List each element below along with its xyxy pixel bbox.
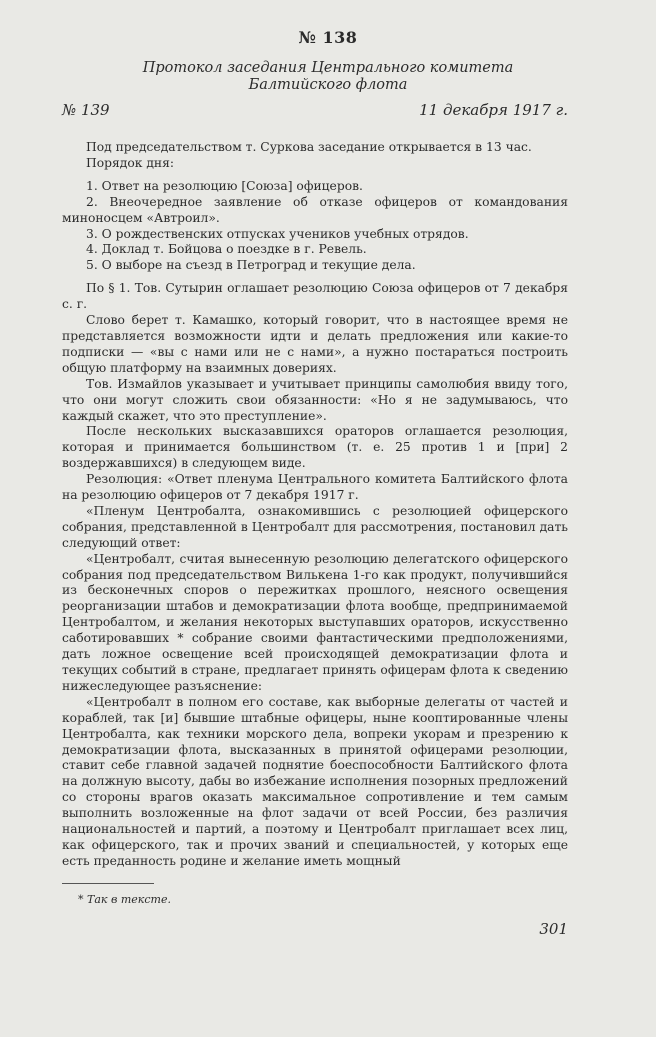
agenda-item: 2. Внеочередное заявление об отказе офицеров от командования миноносцем «Автроил». xyxy=(62,194,568,225)
agenda-item: 4. Доклад т. Бойцова о поездке в г. Ревель. xyxy=(86,242,367,257)
agenda-title: Порядок дня: xyxy=(86,155,174,170)
footnote: * Так в тексте. xyxy=(78,893,171,906)
document-title xyxy=(0,60,656,94)
protocol-date: 11 декабря 1917 г. xyxy=(419,101,568,119)
protocol-header xyxy=(62,101,568,119)
opening-paragraph: Под председательством т. Суркова заседание открывается в 13 час. xyxy=(86,140,532,154)
document-title-line-2: Балтийского флота xyxy=(248,77,408,93)
document-body xyxy=(62,140,568,870)
agenda-item: 3. О рождественских отпусках учеников учебных отрядов. xyxy=(86,226,469,241)
agenda-item: 1. Ответ на резолюцию [Союза] офицеров. xyxy=(86,178,363,193)
document-number: № 138 xyxy=(298,28,358,47)
protocol-number: № 139 xyxy=(62,101,110,119)
body-paragraph: По § 1. Тов. Сутырин оглашает резолюцию Союза офицеров от 7 декабря с. г. xyxy=(62,281,568,312)
agenda-item: 5. О выборе на съезд в Петроград и текущие дела. xyxy=(86,258,416,273)
body-paragraph: Тов. Измайлов указывает и учитывает принципы самолюбия ввиду того, что они могут сложить свои обязанности: «Но я не задумываюсь, что каждый скажет, что это преступление». xyxy=(62,376,568,423)
body-paragraph: «Пленум Центробалта, ознакомившись с резолюцией офицерского собрания, представленной в Центробалт для рассмотрения, постановил дать следующий ответ: xyxy=(62,503,568,550)
footnote-divider xyxy=(62,883,154,884)
body-paragraph: После нескольких высказавшихся ораторов оглашается резолюция, которая и принимается большинством (т. е. 25 против 1 и [при] 2 воздержавшихся) в следующем виде. xyxy=(62,424,568,471)
body-paragraph: Слово берет т. Камашко, который говорит, что в настоящее время не представляется возможности идти и делать предложения или какие-то подписки — «вы с нами или не с нами», а нужно постараться построить общую платформу на взаимных довериях. xyxy=(62,313,568,375)
page-number: 301 xyxy=(539,920,568,938)
body-paragraph: «Центробалт в полном его составе, как выборные делегаты от частей и кораблей, так [и] бывшие штабные офицеры, ныне кооптированные члены Центробалта, как техники морского дела, вопреки укорам и презрению к демократизации флота, высказанных в принятой офицерами резолюции, ставит себе главной задачей поднятие боеспособности Балтийского флота на должную высоту, дабы во избежание исполнения позорных предложений со стороны врагов оказать максимальное сопротивление и тем самым выполнить возложенные на флот задачи от всей России, без различия национальностей и партий, а поэтому и Центробалт приглашает всех лиц, как офицерского, так и прочих званий и специальностей, у которых еще есть преданность родине и желание иметь мощный xyxy=(62,694,568,868)
document-title-line-1: Протокол заседания Центрального комитета xyxy=(142,60,514,76)
body-paragraph: «Центробалт, считая вынесенную резолюцию делегатского офицерского собрания под председательством Вилькена 1-го как продукт, получившийся из бесконечных споров о пережитках прошлого, неясного освещения реорганизации штабов и демократизации флота вообще, предпринимаемой Центробалтом, и желания некоторых выступавших ораторов, искусственно саботировавших * собрание своими фантастическими предположениями, дать ложное освещение всей происходящей демократизации флота и текущих событий в стране, предлагает принять офицерам флота к сведению нижеследующее разъяснение: xyxy=(62,551,568,693)
body-paragraph: Резолюция: «Ответ пленума Центрального комитета Балтийского флота на резолюцию офицеров от 7 декабря 1917 г. xyxy=(62,472,568,503)
